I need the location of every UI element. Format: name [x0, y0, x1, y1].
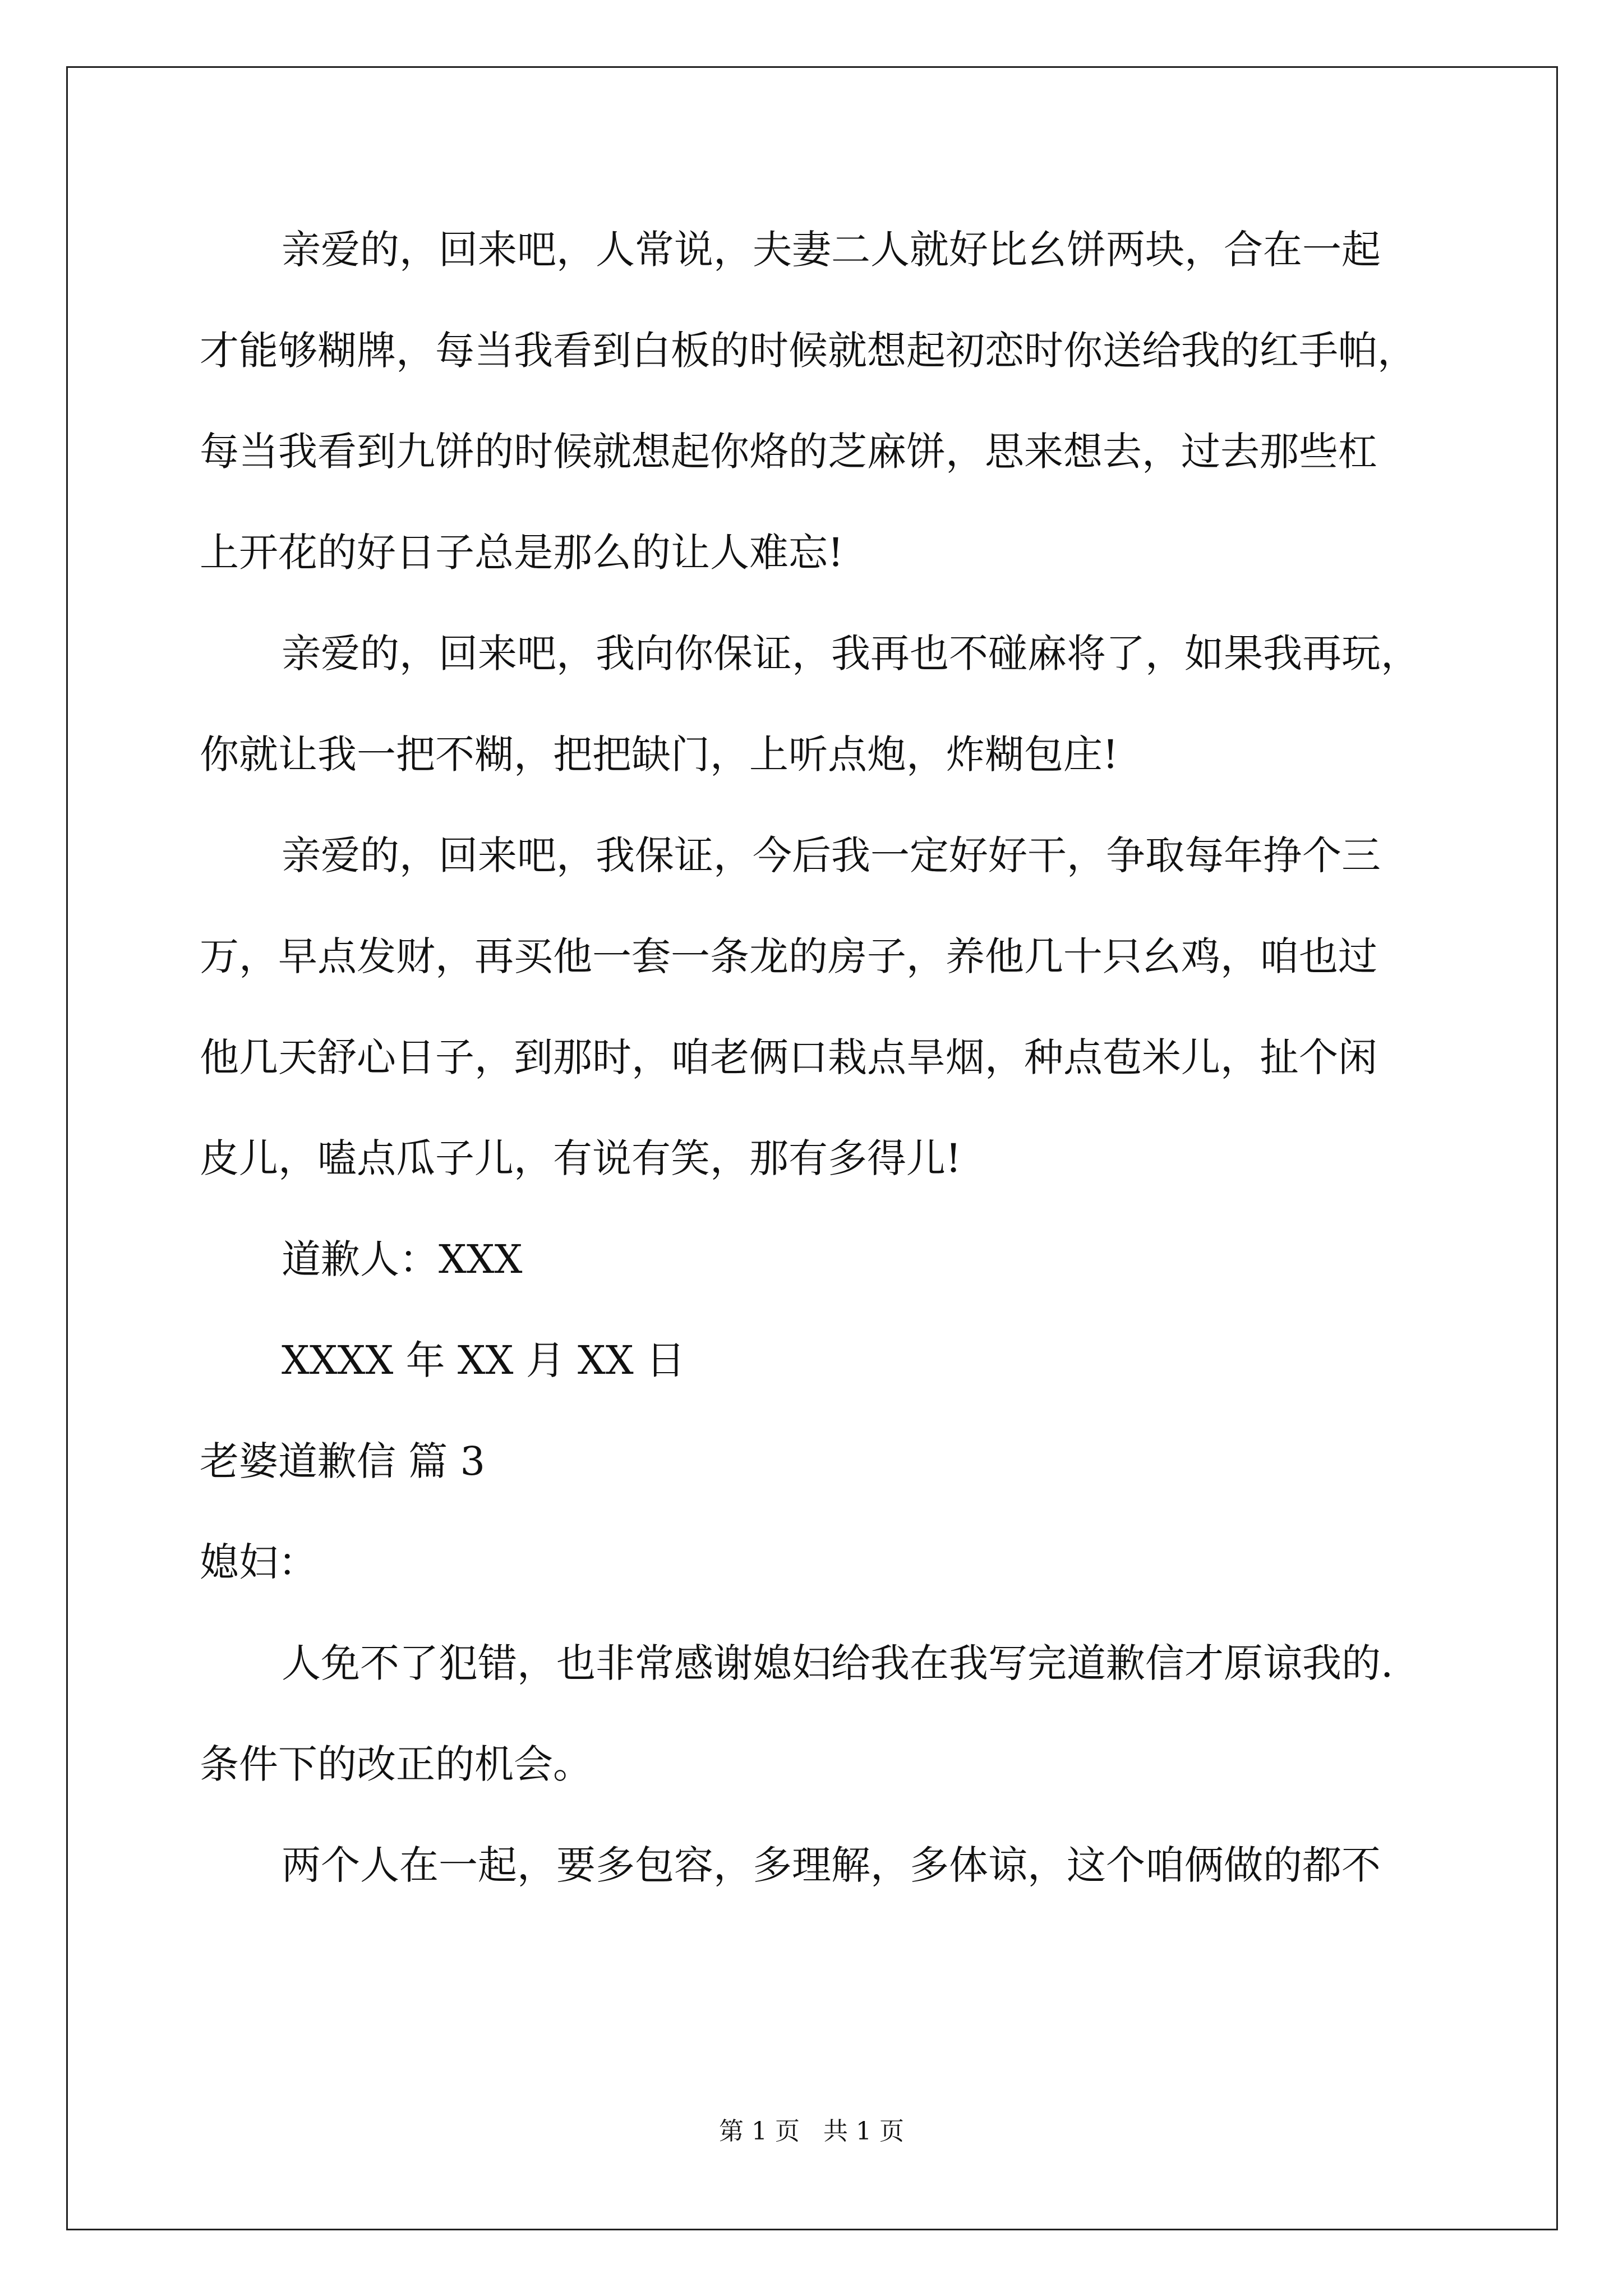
- letter-line: 皮儿，嗑点瓜子儿，有说有笑，那有多得儿!: [200, 1135, 962, 1181]
- page-count: 共 1 页: [823, 2117, 904, 2146]
- section-heading: 老婆道歉信 篇 3: [200, 1438, 486, 1484]
- letter-line: 才能够糊牌，每当我看到白板的时候就想起初恋时你送给我的红手帕，: [200, 328, 1417, 374]
- letter-line: 亲爱的，回来吧，人常说，夫妻二人就好比幺饼两块，合在一起: [282, 227, 1381, 273]
- letter-line: 两个人在一起，要多包容，多理解，多体谅，这个咱俩做的都不: [282, 1842, 1381, 1888]
- letter-line: 上开花的好日子总是那么的让人难忘!: [200, 530, 844, 576]
- date-line: XXXX 年 XX 月 XX 日: [282, 1337, 685, 1383]
- page-number: 第 1 页: [719, 2117, 800, 2146]
- signature-line: 道歉人：XXX: [282, 1236, 523, 1282]
- letter-line: 你就让我一把不糊，把把缺门，上听点炮，炸糊包庄!: [200, 731, 1119, 777]
- letter-line: 万，早点发财，再买他一套一条龙的房子，养他几十只幺鸡，咱也过: [200, 933, 1377, 979]
- letter-line: 亲爱的，回来吧，我保证，今后我一定好好干，争取每年挣个三: [282, 832, 1381, 878]
- salutation: 媳妇：: [200, 1539, 317, 1585]
- letter-line: 亲爱的，回来吧，我向你保证，我再也不碰麻将了，如果我再玩，: [282, 631, 1420, 677]
- letter-line: 每当我看到九饼的时候就想起你烙的芝麻饼，思来想去，过去那些杠: [200, 429, 1377, 475]
- page-footer: [0, 2119, 1623, 2144]
- letter-line: 他几天舒心日子，到那时，咱老俩口栽点旱烟，种点苞米儿，扯个闲: [200, 1034, 1377, 1080]
- letter-line: 人免不了犯错，也非常感谢媳妇给我在我写完道歉信才原谅我的.: [282, 1640, 1394, 1686]
- letter-line: 条件下的改正的机会。: [200, 1741, 592, 1787]
